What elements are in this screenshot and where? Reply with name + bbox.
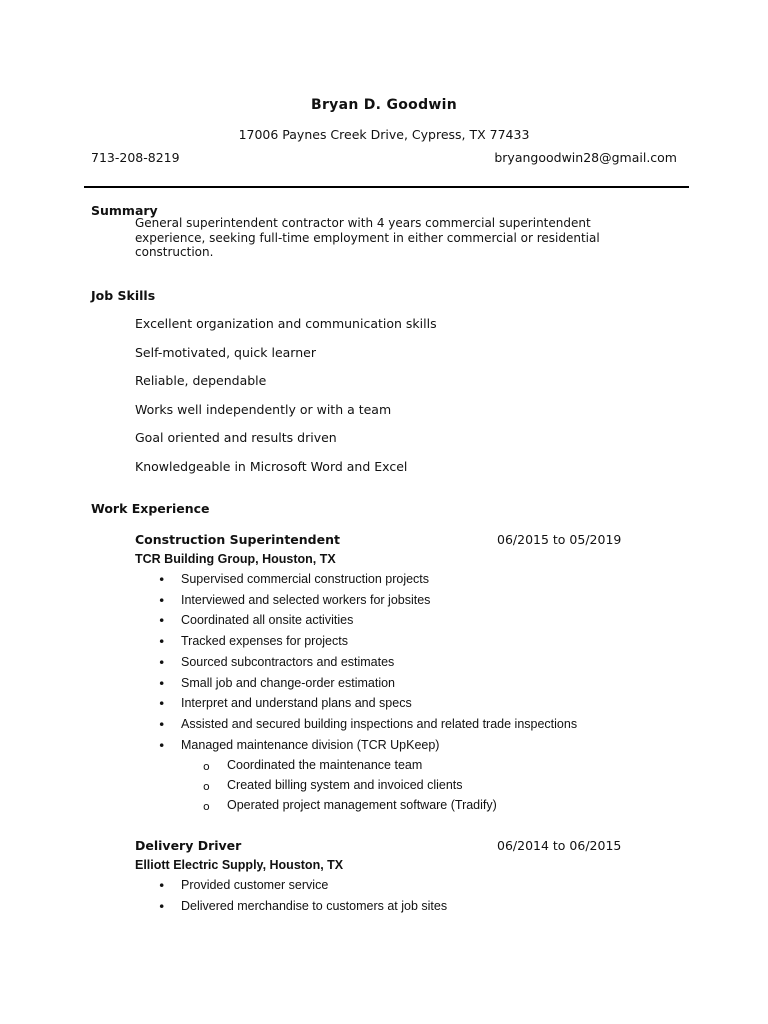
header-divider: [84, 186, 689, 188]
duty-item: Small job and change-order estimation: [181, 676, 396, 690]
sub-duty-item: Operated project management software (Tradify): [227, 798, 497, 812]
email-address: bryangoodwin28@gmail.com: [494, 150, 677, 165]
bullet-icon: •: [158, 717, 166, 732]
bullet-icon: •: [158, 655, 166, 670]
duty-item: Delivered merchandise to customers at job sites: [181, 899, 448, 913]
applicant-name: Bryan D. Goodwin: [310, 97, 458, 113]
skill-item: Goal oriented and results driven: [135, 430, 337, 445]
bullet-icon: •: [158, 572, 166, 587]
skill-item: Excellent organization and communication skills: [135, 316, 437, 331]
duty-item: Interviewed and selected workers for jobsites: [181, 593, 431, 607]
sub-duty-item: Coordinated the maintenance team: [227, 758, 423, 772]
company-name: TCR Building Group, Houston, TX: [135, 552, 336, 566]
bullet-icon: •: [158, 878, 166, 893]
bullet-icon: •: [158, 613, 166, 628]
duty-item: Assisted and secured building inspections and related trade inspections: [181, 717, 578, 731]
work-experience-heading: Work Experience: [91, 501, 210, 516]
sub-bullet-icon: o: [203, 780, 210, 793]
sub-duty-item: Created billing system and invoiced clients: [227, 778, 463, 792]
skill-item: Reliable, dependable: [135, 373, 267, 388]
bullet-icon: •: [158, 696, 166, 711]
job-dates: 06/2014 to 06/2015: [497, 838, 622, 853]
skill-item: Self-motivated, quick learner: [135, 345, 316, 360]
duty-item: Provided customer service: [181, 878, 329, 892]
duty-item: Tracked expenses for projects: [181, 634, 348, 648]
job-dates: 06/2015 to 05/2019: [497, 532, 622, 547]
duty-item: Supervised commercial construction projects: [181, 572, 430, 586]
bullet-icon: •: [158, 634, 166, 649]
bullet-icon: •: [158, 899, 166, 914]
phone-number: 713-208-8219: [91, 150, 180, 165]
summary-text: General superintendent contractor with 4 years commercial superintendent experience, seeking full-time employment in either commercial or residential construction.: [135, 216, 600, 259]
summary-heading: Summary: [91, 203, 158, 218]
job-title: Construction Superintendent: [135, 532, 340, 547]
address-line: 17006 Paynes Creek Drive, Cypress, TX 77433: [238, 127, 530, 142]
company-name: Elliott Electric Supply, Houston, TX: [135, 858, 344, 872]
skill-item: Works well independently or with a team: [135, 402, 392, 417]
bullet-icon: •: [158, 738, 166, 753]
bullet-icon: •: [158, 676, 166, 691]
sub-bullet-icon: o: [203, 760, 210, 773]
sub-bullet-icon: o: [203, 800, 210, 813]
job-title: Delivery Driver: [135, 838, 242, 853]
skill-item: Knowledgeable in Microsoft Word and Excel: [135, 459, 408, 474]
job-skills-heading: Job Skills: [91, 288, 156, 303]
duty-item: Managed maintenance division (TCR UpKeep): [181, 738, 440, 752]
duty-item: Coordinated all onsite activities: [181, 613, 354, 627]
bullet-icon: •: [158, 593, 166, 608]
duty-item: Sourced subcontractors and estimates: [181, 655, 395, 669]
duty-item: Interpret and understand plans and specs: [181, 696, 412, 710]
